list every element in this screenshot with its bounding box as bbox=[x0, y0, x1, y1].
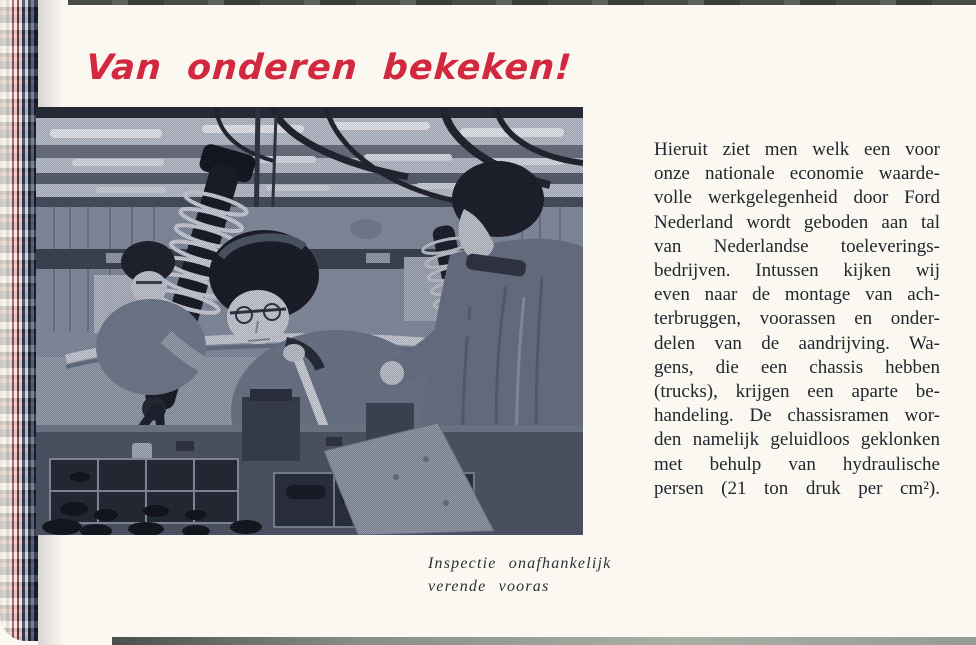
text-line: (trucks), krijgen een aparte be- bbox=[654, 381, 940, 403]
text-line: den namelijk geluidloos geklonken bbox=[654, 429, 940, 451]
caption-line: Inspectie onafhankelijk bbox=[428, 555, 612, 572]
text-line: bedrijven. Intussen kijken wij bbox=[654, 260, 940, 282]
text-line: onze nationale economie waarde- bbox=[654, 163, 940, 185]
text-line: terbruggen, voorassen en onder- bbox=[654, 308, 940, 330]
text-line: Nederland wordt geboden aan tal bbox=[654, 211, 940, 233]
text-line: delen van de aandrijving. Wa- bbox=[654, 332, 940, 354]
factory-photo-graphic bbox=[36, 107, 583, 535]
text-line: volle werkgelegenheid door Ford bbox=[654, 187, 940, 209]
text-line: even naar de montage van ach- bbox=[654, 284, 940, 306]
text-line: van Nederlandse toeleverings- bbox=[654, 235, 940, 257]
text-line: gens, die een chassis hebben bbox=[654, 356, 940, 378]
text-line: met behulp van hydraulische bbox=[654, 453, 940, 475]
book-edge bbox=[0, 0, 38, 641]
text-line: handeling. De chassisramen wor- bbox=[654, 405, 940, 427]
photo-caption bbox=[428, 552, 611, 598]
page-title: Van onderen bekeken! bbox=[84, 48, 574, 88]
caption-line: verende vooras bbox=[428, 578, 550, 595]
scan-top-edge bbox=[68, 0, 976, 5]
text-line: Hieruit ziet men welk een voor bbox=[654, 139, 940, 160]
article-text bbox=[654, 138, 940, 501]
factory-photo bbox=[36, 107, 583, 535]
scan-bottom-edge bbox=[112, 637, 976, 645]
text-line: persen (21 ton druk per cm²). bbox=[654, 477, 940, 499]
